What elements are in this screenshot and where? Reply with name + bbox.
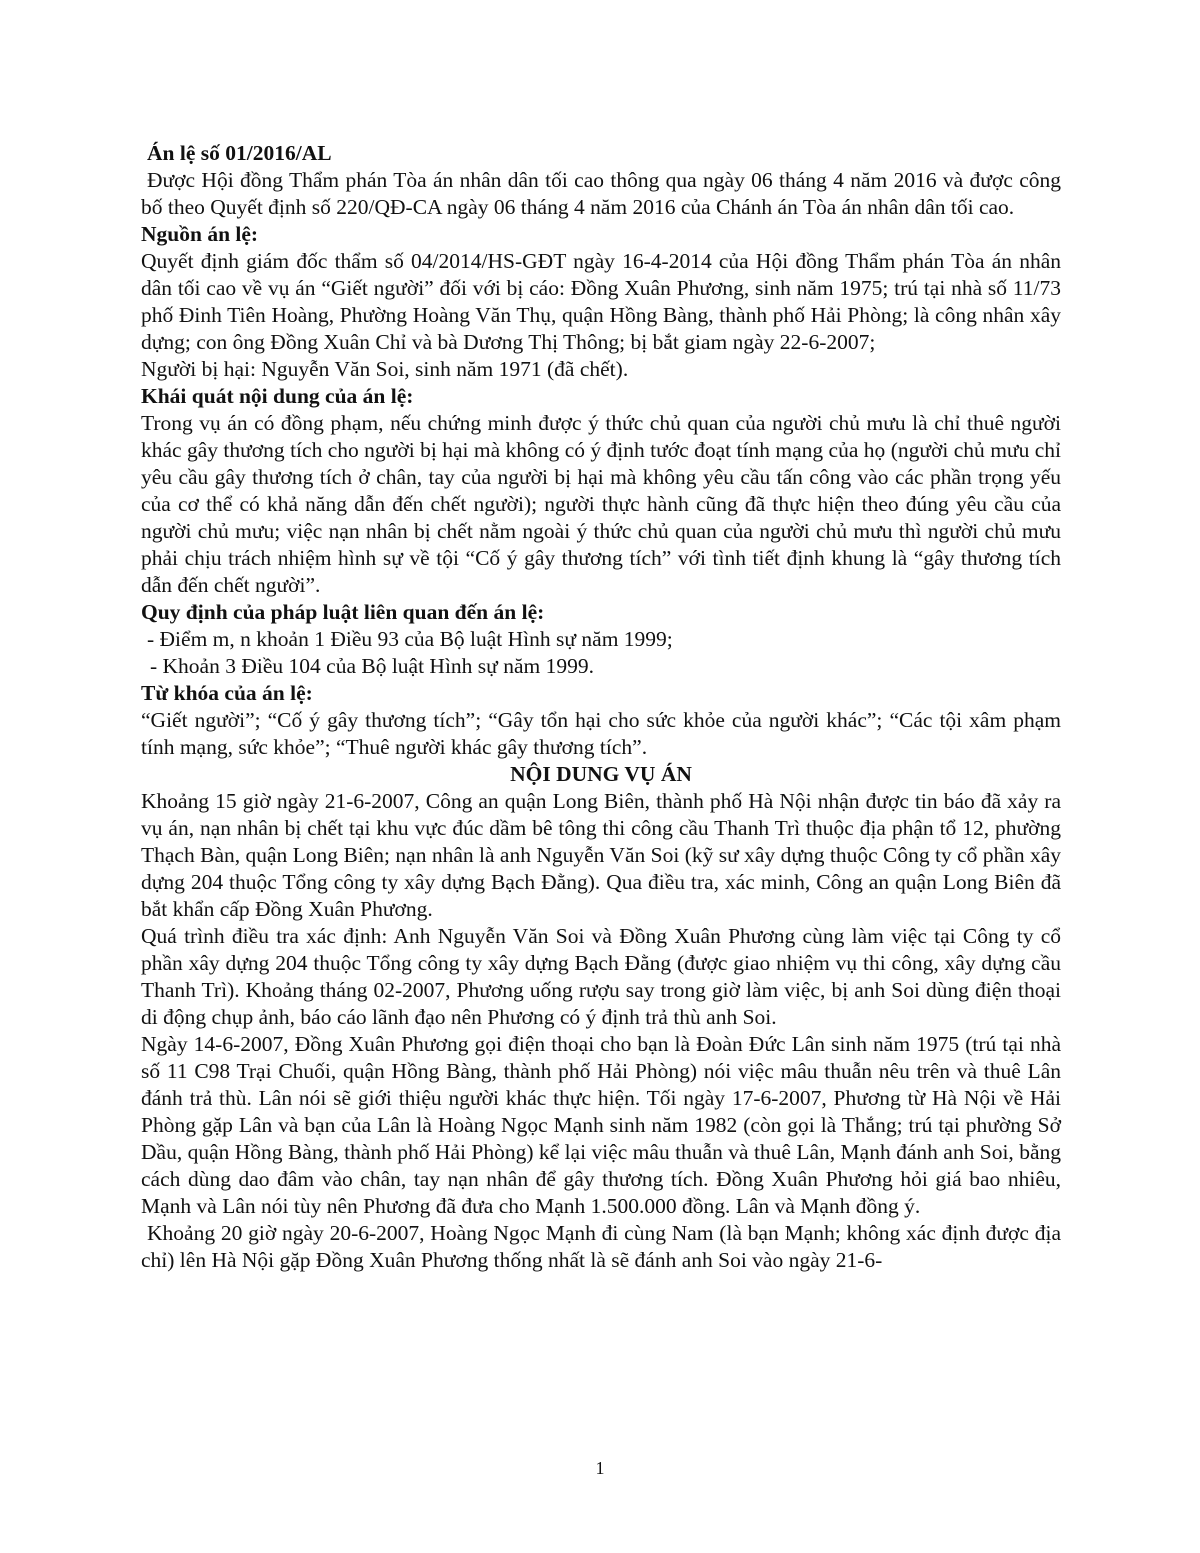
keywords-heading: Từ khóa của án lệ: (141, 681, 313, 705)
page-number: 1 (595, 1458, 605, 1478)
document-title: Án lệ số 01/2016/AL (147, 141, 332, 165)
victim-paragraph: Người bị hại: Nguyễn Văn Soi, sinh năm 1971 (đã chết). (141, 357, 629, 381)
regulations-heading: Quy định của pháp luật liên quan đến án lệ: (141, 600, 545, 624)
keywords-paragraph: “Giết người”; “Cố ý gây thương tích”; “Gây tổn hại cho sức khỏe của người khác”; “Các tội xâm phạm tính mạng, sức khỏe”; “Thuê người khác gây thương tích”. (141, 708, 1061, 759)
case-content-heading: NỘI DUNG VỤ ÁN (510, 762, 692, 786)
regulation-item: - Khoản 3 Điều 104 của Bộ luật Hình sự năm 1999. (150, 654, 594, 678)
intro-paragraph: Được Hội đồng Thẩm phán Tòa án nhân dân tối cao thông qua ngày 06 tháng 4 năm 2016 và được công bố theo Quyết định số 220/QĐ-CA ngày 06 tháng 4 năm 2016 của Chánh án Tòa án nhân dân tối cao. (141, 168, 1061, 219)
case-paragraph: Khoảng 15 giờ ngày 21-6-2007, Công an quận Long Biên, thành phố Hà Nội nhận được tin báo đã xảy ra vụ án, nạn nhân bị chết tại khu vực đúc dầm bê tông thi công cầu Thanh Trì thuộc địa phận tổ 12, phường Thạch Bàn, quận Long Biên; nạn nhân là anh Nguyễn Văn Soi (kỹ sư xây dựng thuộc Công ty cổ phần xây dựng 204 thuộc Tổng công ty xây dựng Bạch Đằng). Qua điều tra, xác minh, Công an quận Long Biên đã bắt khẩn cấp Đồng Xuân Phương. (141, 789, 1061, 921)
case-paragraph: Khoảng 20 giờ ngày 20-6-2007, Hoàng Ngọc Mạnh đi cùng Nam (là bạn Mạnh; không xác định được địa chỉ) lên Hà Nội gặp Đồng Xuân Phương thống nhất là sẽ đánh anh Soi vào ngày 21-6- (141, 1221, 1061, 1272)
regulation-item: - Điểm m, n khoản 1 Điều 93 của Bộ luật Hình sự năm 1999; (147, 627, 673, 651)
source-paragraph: Quyết định giám đốc thẩm số 04/2014/HS-GĐT ngày 16-4-2014 của Hội đồng Thẩm phán Tòa án nhân dân tối cao về vụ án “Giết người” đối với bị cáo: Đồng Xuân Phương, sinh năm 1975; trú tại nhà số 11/73 phố Đinh Tiên Hoàng, Phường Hoàng Văn Thụ, quận Hồng Bàng, thành phố Hải Phòng; là công nhân xây dựng; con ông Đồng Xuân Chỉ và bà Dương Thị Thông; bị bắt giam ngày 22-6-2007; (141, 249, 1061, 354)
document-page (141, 140, 1061, 1274)
case-paragraph: Quá trình điều tra xác định: Anh Nguyễn Văn Soi và Đồng Xuân Phương cùng làm việc tại Công ty cổ phần xây dựng 204 thuộc Tổng công ty xây dựng Bạch Đằng (được giao nhiệm vụ thi công, xây dựng cầu Thanh Trì). Khoảng tháng 02-2007, Phương uống rượu say trong giờ làm việc, bị anh Soi dùng điện thoại di động chụp ảnh, báo cáo lãnh đạo nên Phương có ý định trả thù anh Soi. (141, 924, 1061, 1029)
summary-heading: Khái quát nội dung của án lệ: (141, 384, 414, 408)
case-paragraph: Ngày 14-6-2007, Đồng Xuân Phương gọi điện thoại cho bạn là Đoàn Đức Lân sinh năm 1975 (trú tại nhà số 11 C98 Trại Chuối, quận Hồng Bàng, thành phố Hải Phòng) nói việc mâu thuẫn nêu trên và thuê Lân đánh trả thù. Lân nói sẽ giới thiệu người khác thực hiện. Tối ngày 17-6-2007, Phương từ Hà Nội về Hải Phòng gặp Lân và bạn của Lân là Hoàng Ngọc Mạnh sinh năm 1982 (còn gọi là Thắng; trú tại phường Sở Dầu, quận Hồng Bàng, thành phố Hải Phòng) kể lại việc mâu thuẫn và thuê Lân, Mạnh đánh anh Soi, bằng cách dùng dao đâm vào chân, tay nạn nhân để gây thương tích. Đồng Xuân Phương hỏi giá bao nhiêu, Mạnh và Lân nói tùy nên Phương đã đưa cho Mạnh 1.500.000 đồng. Lân và Mạnh đồng ý. (141, 1032, 1061, 1218)
summary-paragraph: Trong vụ án có đồng phạm, nếu chứng minh được ý thức chủ quan của người chủ mưu là chỉ thuê người khác gây thương tích cho người bị hại mà không có ý định tước đoạt tính mạng của họ (người chủ mưu chỉ yêu cầu gây thương tích ở chân, tay của người bị hại mà không yêu cầu tấn công vào các phần trọng yếu của cơ thể có khả năng dẫn đến chết người); người thực hành cũng đã thực hiện theo đúng yêu cầu của người chủ mưu; việc nạn nhân bị chết nằm ngoài ý thức chủ quan của người chủ mưu thì người chủ mưu phải chịu trách nhiệm hình sự về tội “Cố ý gây thương tích” với tình tiết định khung là “gây thương tích dẫn đến chết người”. (141, 411, 1061, 597)
source-heading: Nguồn án lệ: (141, 222, 259, 246)
